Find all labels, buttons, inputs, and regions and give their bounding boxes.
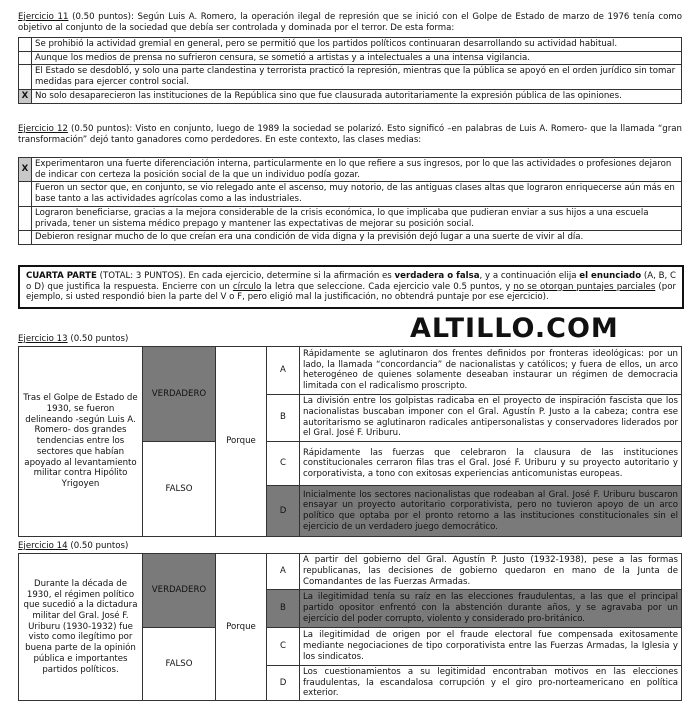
ex12-option-b[interactable]: Fueron un sector que, en conjunto, se vio relegado ante el ascenso, muy notorio, de las antiguas clases altas que lograron enriquecerse aún más en base tanto a las actividades agrícolas como a las industriales. [19,182,682,206]
option-mark[interactable] [19,65,32,89]
ex14-option-c: La ilegitimidad de origen por el fraude electoral fue compensada exitosamente mediante negociaciones de tipo corporativista entre las Fuerzas Armadas, la Iglesia y los sindicatos. [300,628,682,666]
ex11-options [18,37,682,104]
ex14-header: Ejercicio 14 (0.50 puntos) [18,541,129,551]
instructions-heading: CUARTA PARTE [26,271,97,281]
ex14-porque: Porque [216,554,267,701]
ex13-header: Ejercicio 13 (0.50 puntos) [18,334,129,344]
ex12-question: Ejercicio 12 (0.50 puntos): Visto en conjunto, luego de 1989 la sociedad se polarizó. Esto significó –en palabras de Luis A. Romero- que la llamada “gran transformación” dejó tanto ganadores como perdedores. En este contexto, las clases medias: [18,124,682,145]
ex14-falso[interactable]: FALSO [143,628,216,701]
ex14-statement: Durante la década de 1930, el régimen político que sucedió a la dictadura militar del Gral. José F. Uriburu (1930-1932) fue visto como ilegítimo por buena parte de la opinión pública e importantes partidos políticos. [19,554,143,701]
ex14-option-b: La ilegitimidad tenía su raíz en las elecciones fraudulentas, a las que el principal partido opositor enfrentó con la abstención durante años, y se agravaba por un ejercicio del poder corrupto, violento y considerado pro-británico. [300,590,682,628]
ex13-option-a: Rápidamente se aglutinaron dos frentes definidos por fronteras ideológicas: por un lado, la llamada “concordancia” de nacionalistas y católicos; y fuera de ellos, un arco heterogéneo de quienes solamente deseaban instaurar un régimen de democracia limitada con el radicalismo proscripto. [300,347,682,395]
ex14-letter-b[interactable]: B [267,590,300,628]
ex13-table [18,346,682,537]
ex13-porque: Porque [216,347,267,537]
ex14-option-a: A partir del gobierno del Gral. Agustín P. Justo (1932-1938), pese a las formas republicanas, las decisiones de gobierno quedaron en mano de la Junta de Comandantes de las Fuerzas Armadas. [300,554,682,590]
ex13-falso[interactable]: FALSO [143,442,216,537]
ex11-option-c[interactable]: El Estado se desdobló, y solo una parte clandestina y terrorista practicó la represión, mientras que la pública se apoyó en el orden jurídico sin tomar medidas para ejercer control social. [19,65,682,89]
ex12-option-a[interactable]: X Experimentaron una fuerte diferenciación interna, particularmente en lo que refiere a sus ingresos, por lo que las actividades o profesiones dejaron de indicar con certeza la posición social de la que un individuo podía gozar. [19,158,682,182]
ex14-option-d: Los cuestionamientos a su legitimidad encontraban motivos en las elecciones fraudulentas, la escandalosa corrupción y el giro pro-norteamericano en política exterior. [300,666,682,701]
option-mark[interactable] [19,182,32,206]
ex13-option-c: Rápidamente las fuerzas que celebraron la clausura de las instituciones constitucionales cerraron filas tras el Gral. José F. Uriburu y su proyecto autoritario y corporativista, a tono con exitosas experiencias anticomunistas europeas. [300,442,682,486]
ex11-option-b[interactable]: Aunque los medios de prensa no sufrieron censura, se sometió a artistas y a intelectuales a una intensa vigilancia. [19,51,682,65]
ex14-letter-c[interactable]: C [267,628,300,666]
ex13-letter-a[interactable]: A [267,347,300,395]
ex11-option-a[interactable]: Se prohibió la actividad gremial en general, pero se permitió que los partidos políticos continuaran desarrollando su actividad habitual. [19,38,682,52]
ex12-title: Ejercicio 12 [18,124,68,134]
option-mark[interactable]: X [19,89,32,103]
option-mark[interactable] [19,206,32,230]
ex13-option-b: La división entre los golpistas radicaba en el proyecto de inspiración fascista que los nacionalistas buscaban imponer con el Gral. Agustín P. Justo a la cabeza; contra ese autoritarismo se aglutinaron radicales antipersonalistas y conservadores liderados por el Gral. José F. Uriburu. [300,394,682,442]
ex11-question: Ejercicio 11 (0.50 puntos): Según Luis A. Romero, la operación ilegal de represión que se inició con el Golpe de Estado de marzo de 1976 tenía como objetivo al conjunto de la sociedad que debía ser controlada y dominada por el terror. De esta forma: [18,12,682,33]
ex14-title: Ejercicio 14 [18,541,68,551]
ex13-title: Ejercicio 13 [18,334,68,344]
ex14-table [18,553,682,701]
ex12-options [18,157,682,245]
ex11-option-d[interactable]: X No solo desaparecieron las instituciones de la República sino que fue clausurada autoritariamente la expresión pública de las opiniones. [19,89,682,103]
option-mark[interactable]: X [19,158,32,182]
option-mark[interactable] [19,231,32,245]
option-mark[interactable] [19,38,32,52]
ex12-option-c[interactable]: Lograron beneficiarse, gracias a la mejora considerable de la crisis económica, lo que implicaba que pudieran enviar a sus hijos a una escuela privada, tener un sistema médico prepago y mantener las expectativas de mejorar su posición social. [19,206,682,230]
ex13-letter-c[interactable]: C [267,442,300,486]
watermark-logo: ALTILLO.COM [410,313,619,344]
ex13-statement: Tras el Golpe de Estado de 1930, se fueron delineando -según Luis A. Romero- dos grandes tendencias entre los sectores que habían apoyado al levantamiento militar contra Hipólito Yrigoyen [19,347,143,537]
ex14-letter-d[interactable]: D [267,666,300,701]
ex14-letter-a[interactable]: A [267,554,300,590]
ex13-letter-d[interactable]: D [267,486,300,537]
ex13-option-d: Inicialmente los sectores nacionalistas que rodeaban al Gral. José F. Uriburu buscaron ensayar un proyecto autoritario corporativista, pero no tuvieron apoyo de un arco político que optaba por el pronto retorno a las instituciones constitucionales sin el ejercicio de un verdadero juego democrático. [300,486,682,537]
option-mark[interactable] [19,51,32,65]
ex13-verdadero[interactable]: VERDADERO [143,347,216,442]
ex13-letter-b[interactable]: B [267,394,300,442]
ex12-option-d[interactable]: Debieron resignar mucho de lo que creían era una condición de vida digna y la previsión dejó lugar a una suerte de vivir al día. [19,231,682,245]
ex14-verdadero[interactable]: VERDADERO [143,554,216,628]
instructions-box: CUARTA PARTE (TOTAL: 3 PUNTOS). En cada ejercicio, determine si la afirmación es verdadera o falsa, y a continuación elija el enunciado (A, B, C o D) que justifica la respuesta. Encierre con un círculo la letra que seleccione. Cada ejercicio vale 0.5 puntos, y no se otorgan puntajes parciales (por ejemplo, si usted respondió bien la parte del V o F, pero eligió mal la justificación, no obtendrá puntaje por ese ejercicio). [18,265,684,309]
ex11-title: Ejercicio 11 [18,12,69,22]
